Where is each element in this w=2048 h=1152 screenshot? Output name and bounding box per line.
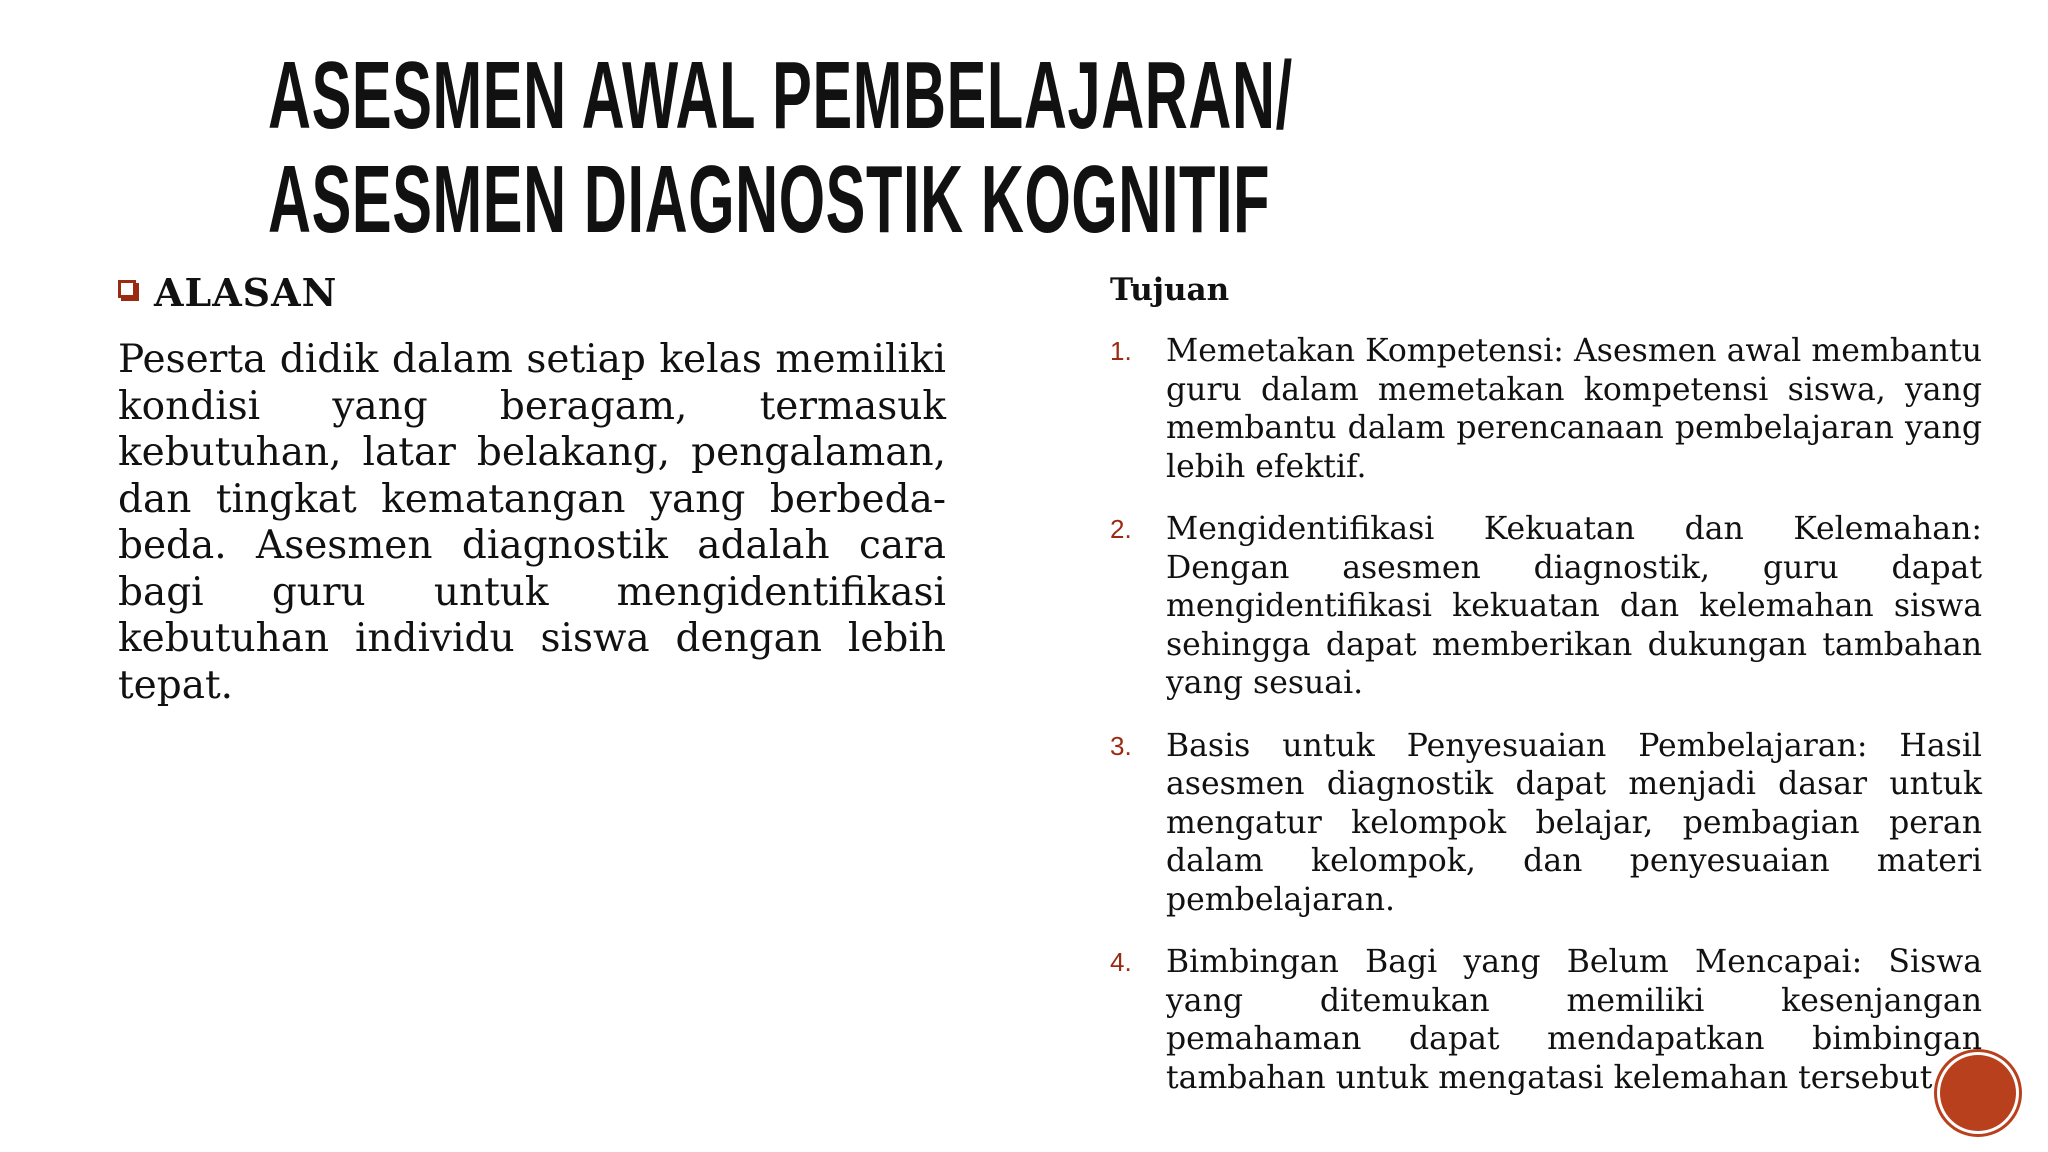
- checkbox-bullet-icon: [118, 280, 136, 298]
- title-line-2: ASESMEN DIAGNOSTIK KOGNITIF: [268, 146, 1271, 253]
- alasan-paragraph: Peserta didik dalam setiap kelas memiliki kondisi yang beragam, termasuk kebutuhan, latar belakang, pengalaman, dan tingkat kematangan yang berbeda-beda. Asesmen diagnostik adalah cara bagi guru untuk mengidentifikasi kebutuhan individu siswa dengan lebih tepat.: [118, 337, 946, 708]
- list-item: [1110, 510, 1982, 703]
- list-item-text: Memetakan Kompetensi: Asesmen awal membantu guru dalam memetakan kompetensi siswa, yang membantu dalam perencanaan pembelajaran yang lebih efektif.: [1166, 333, 1982, 485]
- slide-title: [268, 42, 1293, 253]
- list-item-number: 4.: [1110, 947, 1132, 977]
- title-line-1: ASESMEN AWAL PEMBELAJARAN/: [268, 42, 1293, 149]
- list-item-number: 1.: [1110, 336, 1132, 366]
- tujuan-list: [1110, 332, 1982, 1097]
- list-item: [1110, 727, 1982, 920]
- corner-decoration-circle: [1940, 1055, 2016, 1131]
- list-item-text: Mengidentifikasi Kekuatan dan Kelemahan: Dengan asesmen diagnostik, guru dapat mengidentifikasi kekuatan dan kelemahan siswa sehingga dapat memberikan dukungan tambahan yang sesuai.: [1166, 511, 1982, 701]
- tujuan-section: [1110, 272, 1982, 1121]
- list-item-text: Basis untuk Penyesuaian Pembelajaran: Hasil asesmen diagnostik dapat menjadi dasar untuk mengatur kelompok belajar, pembagian peran dalam kelompok, dan penyesuaian materi pembelajaran.: [1166, 727, 1982, 918]
- list-item: [1110, 332, 1982, 486]
- alasan-heading: [118, 270, 946, 315]
- list-item-text: Bimbingan Bagi yang Belum Mencapai: Siswa yang ditemukan memiliki kesenjangan pemahaman dapat mendapatkan bimbingan tambahan untuk mengatasi kelemahan tersebut.: [1166, 944, 1982, 1096]
- alasan-section: [118, 270, 946, 709]
- list-item: [1110, 943, 1982, 1097]
- list-item-number: 2.: [1110, 514, 1132, 544]
- tujuan-heading: Tujuan: [1110, 272, 1230, 308]
- alasan-label: ALASAN: [154, 270, 338, 315]
- list-item-number: 3.: [1110, 730, 1132, 761]
